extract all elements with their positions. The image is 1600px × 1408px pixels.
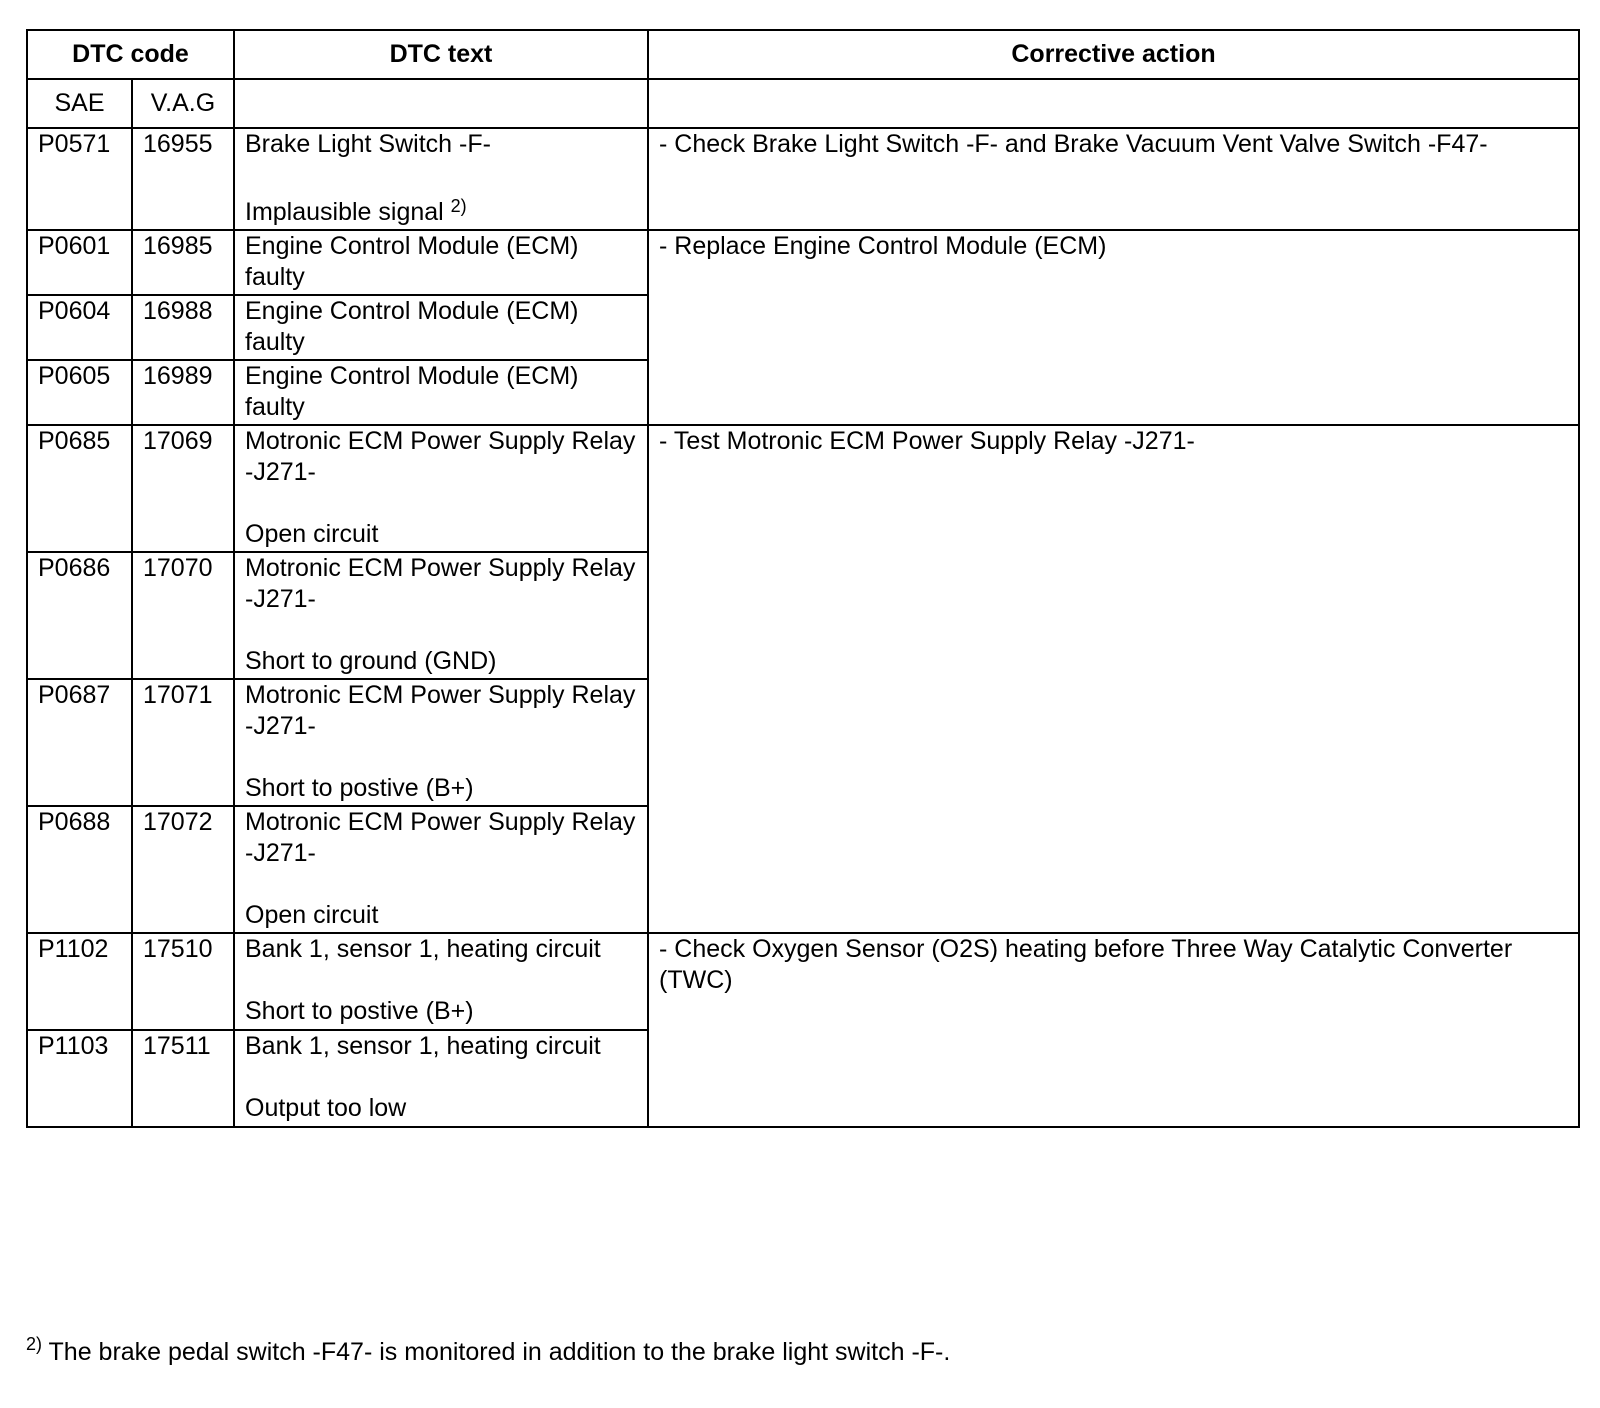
spacer	[245, 742, 637, 773]
dtc-description	[234, 806, 648, 933]
spacer	[245, 615, 637, 646]
footnote	[26, 1334, 951, 1368]
vag-code: 16955	[132, 128, 234, 230]
footnote-marker: 2)	[26, 1334, 43, 1354]
corrective-action: - Check Brake Light Switch -F- and Brake Vacuum Vent Valve Switch -F47-	[648, 128, 1579, 230]
table-row	[27, 425, 1579, 552]
dtc-description	[234, 230, 648, 295]
dtc-component: Bank 1, sensor 1, heating circuit	[245, 1032, 601, 1060]
dtc-component: Bank 1, sensor 1, heating circuit	[245, 935, 601, 963]
sae-code: P0687	[27, 679, 132, 806]
dtc-table	[26, 29, 1580, 1128]
dtc-description	[234, 933, 648, 1030]
dtc-component: Engine Control Module (ECM) faulty	[245, 297, 579, 356]
dtc-fault: Open circuit	[245, 901, 379, 929]
vag-code: 17511	[132, 1030, 234, 1127]
subheader-blank	[648, 79, 1579, 128]
table-row	[27, 128, 1579, 230]
table-row	[27, 933, 1579, 1030]
dtc-component: Motronic ECM Power Supply Relay -J271-	[245, 427, 636, 486]
sae-code: P1102	[27, 933, 132, 1030]
dtc-component: Engine Control Module (ECM) faulty	[245, 362, 579, 421]
corrective-action: - Test Motronic ECM Power Supply Relay -J271-	[648, 425, 1579, 933]
header-dtc-code: DTC code	[27, 30, 234, 79]
dtc-component: Motronic ECM Power Supply Relay -J271-	[245, 808, 636, 867]
sae-code: P0571	[27, 128, 132, 230]
spacer	[245, 869, 637, 900]
corrective-action: - Check Oxygen Sensor (O2S) heating before Three Way Catalytic Converter (TWC)	[648, 933, 1579, 1127]
dtc-component: Motronic ECM Power Supply Relay -J271-	[245, 554, 636, 613]
sae-code: P0686	[27, 552, 132, 679]
sae-code: P0604	[27, 295, 132, 360]
subheader-row	[27, 79, 1579, 128]
vag-code: 16989	[132, 360, 234, 425]
sae-code: P0685	[27, 425, 132, 552]
dtc-component: Motronic ECM Power Supply Relay -J271-	[245, 681, 636, 740]
dtc-component: Engine Control Module (ECM) faulty	[245, 232, 579, 291]
footnote-ref: 2)	[450, 196, 467, 216]
dtc-description	[234, 425, 648, 552]
vag-code: 16988	[132, 295, 234, 360]
table-row	[27, 230, 1579, 295]
dtc-description	[234, 128, 648, 230]
dtc-fault	[245, 197, 637, 228]
sae-code: P0605	[27, 360, 132, 425]
spacer	[245, 1062, 637, 1093]
dtc-fault: Output too low	[245, 1094, 407, 1122]
vag-code: 17069	[132, 425, 234, 552]
sae-code: P0601	[27, 230, 132, 295]
sae-code: P1103	[27, 1030, 132, 1127]
vag-code: 16985	[132, 230, 234, 295]
dtc-description	[234, 360, 648, 425]
header-corrective-action: Corrective action	[648, 30, 1579, 79]
dtc-description	[234, 552, 648, 679]
header-sae: SAE	[27, 79, 132, 128]
footnote-text: The brake pedal switch -F47- is monitored in addition to the brake light switch -F-.	[48, 1338, 951, 1366]
header-dtc-text: DTC text	[234, 30, 648, 79]
sae-code: P0688	[27, 806, 132, 933]
header-vag: V.A.G	[132, 79, 234, 128]
vag-code: 17071	[132, 679, 234, 806]
corrective-action: - Replace Engine Control Module (ECM)	[648, 230, 1579, 425]
dtc-fault: Short to postive (B+)	[245, 997, 474, 1025]
dtc-fault: Short to postive (B+)	[245, 774, 474, 802]
spacer	[245, 488, 637, 519]
dtc-fault: Short to ground (GND)	[245, 647, 497, 675]
dtc-component: Brake Light Switch -F-	[245, 130, 491, 158]
vag-code: 17070	[132, 552, 234, 679]
dtc-fault-text: Implausible signal	[245, 198, 444, 226]
dtc-description	[234, 295, 648, 360]
vag-code: 17510	[132, 933, 234, 1030]
header-row	[27, 30, 1579, 79]
dtc-description	[234, 679, 648, 806]
spacer	[245, 965, 637, 996]
vag-code: 17072	[132, 806, 234, 933]
dtc-description	[234, 1030, 648, 1127]
dtc-fault: Open circuit	[245, 520, 379, 548]
subheader-blank	[234, 79, 648, 128]
